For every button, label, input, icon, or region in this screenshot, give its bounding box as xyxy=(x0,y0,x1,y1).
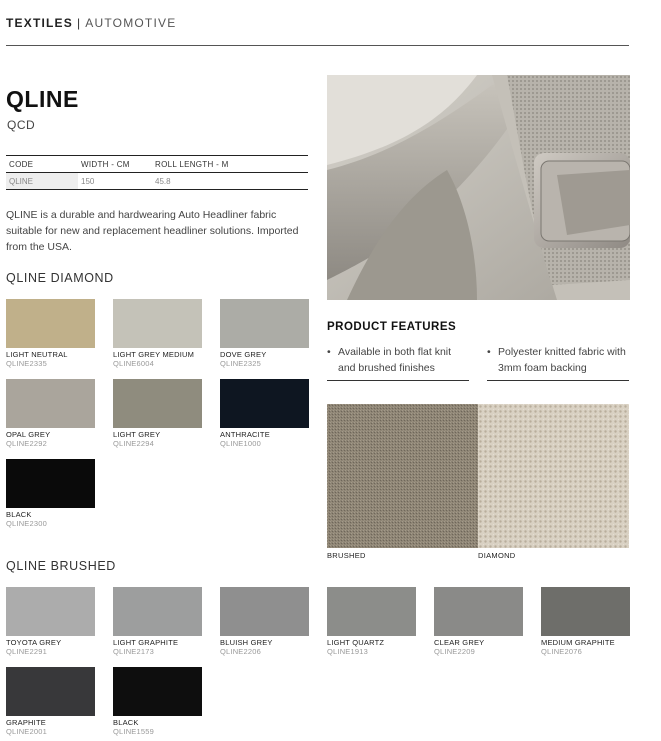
swatch-code: QLINE2291 xyxy=(6,647,47,656)
spec-header-roll-length: ROLL LENGTH - M xyxy=(152,156,308,173)
swatch-code: QLINE2292 xyxy=(6,439,47,448)
swatch-name: BLACK xyxy=(113,718,139,727)
swatch-code: QLINE2325 xyxy=(220,359,261,368)
diamond-texture-label: DIAMOND xyxy=(478,551,516,560)
swatch-code: QLINE2206 xyxy=(220,647,261,656)
swatch-name: LIGHT QUARTZ xyxy=(327,638,385,647)
table-row xyxy=(6,173,308,190)
page-header xyxy=(6,16,176,30)
swatch-name: LIGHT GRAPHITE xyxy=(113,638,179,647)
spec-table xyxy=(6,155,308,190)
color-swatch xyxy=(6,587,95,636)
header-divider xyxy=(6,45,629,46)
swatch-name: CLEAR GREY xyxy=(434,638,485,647)
header-brand: TEXTILES xyxy=(6,16,73,30)
swatch-code: QLINE2300 xyxy=(6,519,47,528)
bullet-icon: • xyxy=(327,346,331,358)
header-separator: | xyxy=(76,16,82,30)
color-swatch xyxy=(6,667,95,716)
feature-item xyxy=(327,344,469,381)
swatch-name: GRAPHITE xyxy=(6,718,46,727)
spec-table-header xyxy=(6,156,308,173)
color-swatch xyxy=(113,587,202,636)
brushed-texture-label: BRUSHED xyxy=(327,551,366,560)
swatch-name: BLACK xyxy=(6,510,32,519)
product-description: QLINE is a durable and hardwearing Auto Headliner fabric suitable for new and replacement headliner solutions. Imported from the USA. xyxy=(6,209,299,253)
product-code: QCD xyxy=(7,118,36,132)
swatch-name: MEDIUM GRAPHITE xyxy=(541,638,615,647)
swatch-name: OPAL GREY xyxy=(6,430,51,439)
color-swatch xyxy=(113,299,202,348)
color-swatch xyxy=(220,379,309,428)
swatch-name: DOVE GREY xyxy=(220,350,267,359)
swatch-code: QLINE6004 xyxy=(113,359,154,368)
color-swatch xyxy=(6,379,95,428)
diamond-texture-image xyxy=(478,404,629,548)
swatch-name: LIGHT GREY xyxy=(113,430,161,439)
brushed-section-title: QLINE BRUSHED xyxy=(6,559,116,573)
spec-cell-roll-length: 45.8 xyxy=(152,173,308,190)
color-swatch xyxy=(327,587,416,636)
color-swatch xyxy=(6,459,95,508)
swatch-name: TOYOTA GREY xyxy=(6,638,62,647)
swatch-name: BLUISH GREY xyxy=(220,638,273,647)
swatch-code: QLINE2076 xyxy=(541,647,582,656)
feature-text: Polyester knitted fabric with 3mm foam backing xyxy=(498,346,626,374)
swatch-name: ANTHRACITE xyxy=(220,430,270,439)
color-swatch xyxy=(6,299,95,348)
spec-cell-code: QLINE xyxy=(6,173,78,190)
color-swatch xyxy=(113,379,202,428)
swatch-name: LIGHT GREY MEDIUM xyxy=(113,350,195,359)
product-features-title: PRODUCT FEATURES xyxy=(327,321,457,333)
color-swatch xyxy=(541,587,630,636)
color-swatch xyxy=(220,587,309,636)
feature-item xyxy=(487,344,629,381)
bullet-icon: • xyxy=(487,346,491,358)
swatch-code: QLINE2335 xyxy=(6,359,47,368)
swatch-code: QLINE2001 xyxy=(6,727,47,736)
color-swatch xyxy=(113,667,202,716)
swatch-code: QLINE1559 xyxy=(113,727,154,736)
spec-cell-width: 150 xyxy=(78,173,152,190)
feature-text: Available in both flat knit and brushed finishes xyxy=(338,346,452,374)
color-swatch xyxy=(220,299,309,348)
swatch-name: LIGHT NEUTRAL xyxy=(6,350,68,359)
swatch-code: QLINE2294 xyxy=(113,439,154,448)
diamond-section-title: QLINE DIAMOND xyxy=(6,271,114,285)
swatch-code: QLINE1913 xyxy=(327,647,368,656)
header-category: AUTOMOTIVE xyxy=(85,16,177,30)
swatch-code: QLINE2173 xyxy=(113,647,154,656)
brushed-texture-image xyxy=(327,404,478,548)
headliner-photo xyxy=(327,75,630,300)
spec-header-width: WIDTH - CM xyxy=(78,156,152,173)
spec-header-code: CODE xyxy=(6,156,78,173)
color-swatch xyxy=(434,587,523,636)
swatch-code: QLINE2209 xyxy=(434,647,475,656)
swatch-code: QLINE1000 xyxy=(220,439,261,448)
product-title: QLINE xyxy=(6,86,79,112)
